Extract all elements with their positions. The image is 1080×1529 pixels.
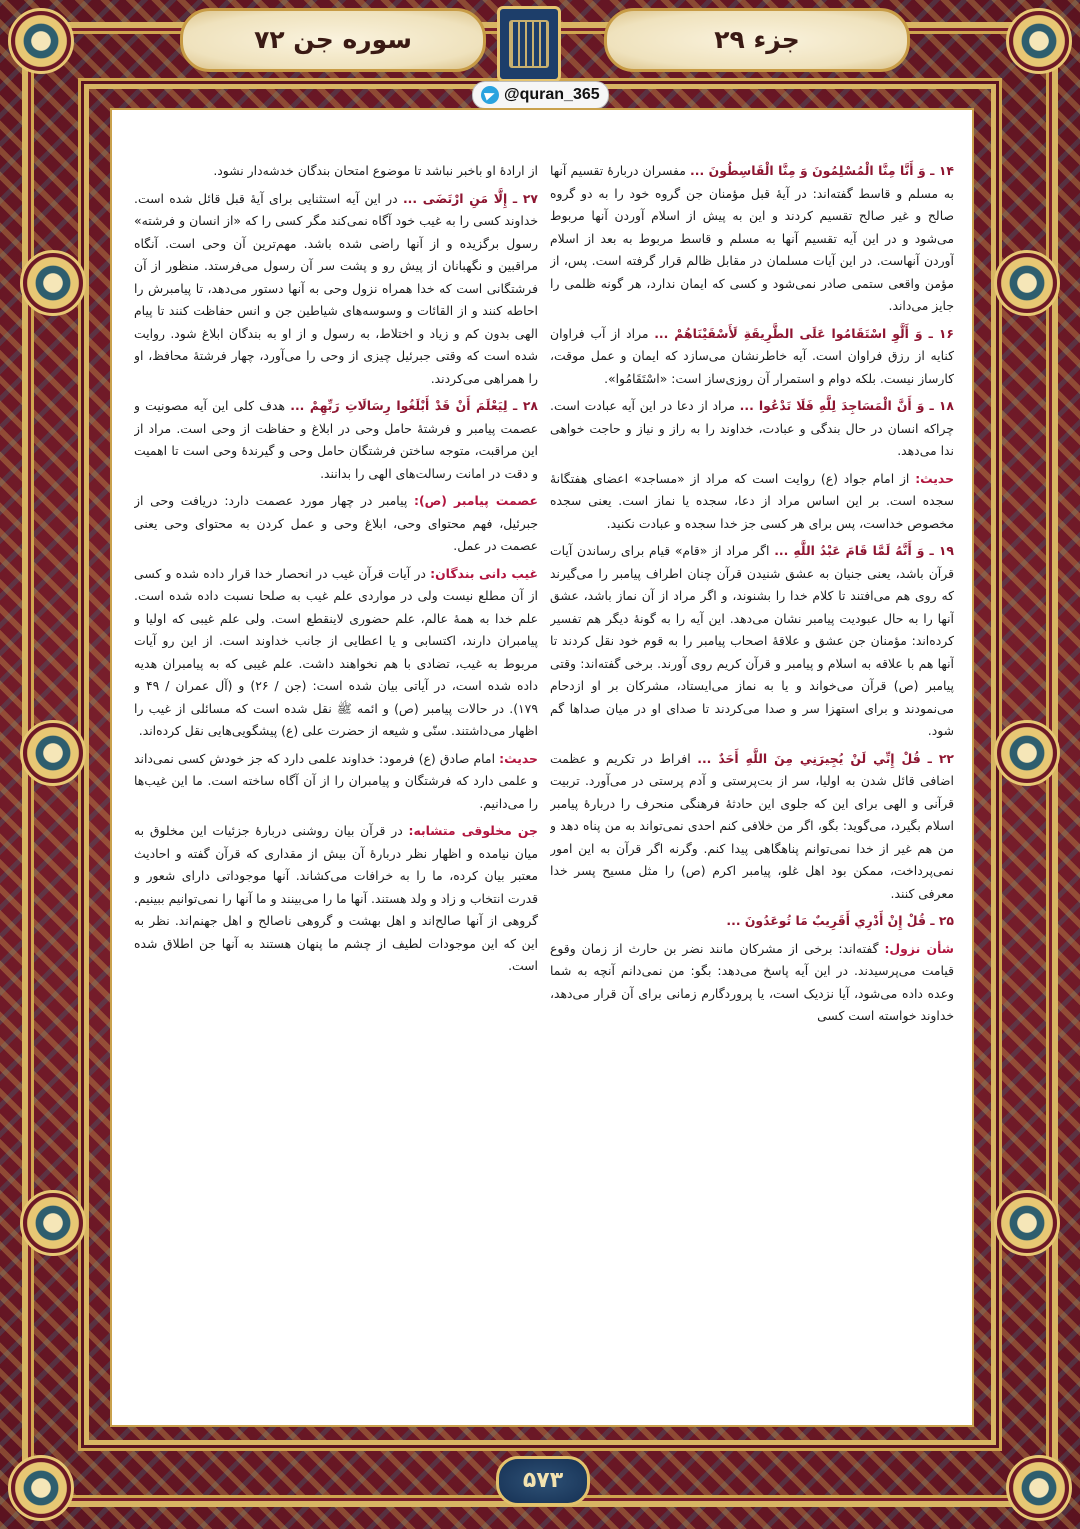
corner-medallion-icon <box>1006 1455 1072 1521</box>
corner-medallion-icon <box>8 1455 74 1521</box>
page-number: ۵۷۳ <box>522 1468 564 1493</box>
side-medallion-icon <box>20 250 86 316</box>
verse-heading: ۱۶ ـ وَ أَلَّوِ اسْتَقَامُوا عَلَى الطَّرِيقَةِ لَأَسْقَيْنَاهُمْ ... <box>654 325 954 341</box>
page-number-badge <box>496 1456 590 1506</box>
section-label: حدیث: <box>499 750 538 766</box>
section-label: غیب دانی بندگان: <box>430 565 538 581</box>
commentary-paragraph <box>550 323 954 391</box>
commentary-text: مراد از آب فراوان کنایه از رزق فراوان است. آیه خاطرنشان می‌سازد که ایمان و عمل موقت، کارساز نیست. بلکه دوام و استمرار آن روزی‌ساز است: «اسْتَقَامُوا». <box>550 325 954 386</box>
commentary-paragraph <box>550 938 954 1028</box>
content-panel <box>110 108 974 1427</box>
section-label: حدیث: <box>915 470 954 486</box>
verse-heading: ۲۸ ـ لِيَعْلَمَ أَنْ قَدْ أَبْلَغُوا رِسَالَاتِ رَبِّهِمْ ... <box>290 398 538 413</box>
side-medallion-icon <box>20 720 86 786</box>
verse-heading: ۲۵ ـ قُلْ إِنْ أَدْرِي أَقَرِيبٌ مَا تُوعَدُونَ ... <box>726 913 954 928</box>
verse-heading: ۱۹ ـ وَ أَنَّهُ لَمَّا قَامَ عَبْدُ اللَّهِ ... <box>774 543 954 558</box>
commentary-text: هدف کلی این آیه مصونیت و عصمت پیامبر و فرشتهٔ حامل وحی در ابلاغ و حفاظت از وحی است. مراد از این مراقبت، متوجه ساختن فرشتگان حامل وحی و گیرندهٔ وحی است تا اهمیت و دقت در امانت رسالت‌های الهی را بدانند. <box>134 398 538 481</box>
commentary-paragraph <box>134 160 538 183</box>
quran-calligraphy-logo-icon <box>497 6 561 82</box>
surah-title-plate <box>180 8 486 72</box>
side-medallion-icon <box>20 1190 86 1256</box>
section-label: شأن نزول: <box>884 940 954 956</box>
commentary-paragraph <box>134 395 538 485</box>
commentary-text: افراط در تکریم و عظمت اضافی قائل شدن به اولیا، سر از بت‌پرستی و آدم پرستی در می‌آورد. تربیت قرآنی و الهی برای این که جلوی این حادثهٔ فرهنگی منحرف را دربارهٔ پیامبر اسلام بگیرد، می‌گوید: بگو، اگر من خلافی کنم احدی نمی‌تواند به من پناه دهد و من هم غیر از خدا نمی‌توانم پناهگاهی پیدا کنم. وگرنه اگر قرآن به این امور نمی‌پرداخت، ممکن بود اهل غلو، پیامبر اکرم (ص) را مثل مسیح پسر خدا معرفی کنند. <box>550 750 954 901</box>
commentary-paragraph <box>550 468 954 536</box>
commentary-text: اگر مراد از «قام» قیام برای رساندن آیات قرآن باشد، یعنی جنیان به عشق شنیدن قرآن چنان اطراف پیامبر را می‌گیرند که روی هم می‌افتند تا کلام خدا را بشنوند، و اگر مراد از آن نماز باشد، عشق آنها را به حال عبودیت پیامبر نشان می‌دهد. این آیه را به گونهٔ دیگر هم تفسیر کرده‌اند: مؤمنان جن عشق و علاقهٔ اصحاب پیامبر را به قوم خود نقل کردند تا آنها هم با علاقه به اسلام و پیامبر و قرآن کریم روی آورند. برخی گفته‌اند: وقتی پیامبر (ص) قرآن می‌خواند و یا به نماز می‌ایستاد، مشرکان بر او ازدحام می‌نمودند و برای استهزا سر و صدا می‌کردند تا صدای او در میان صداها گم شود. <box>550 543 954 738</box>
channel-handle-badge[interactable] <box>472 81 609 109</box>
commentary-text: در قرآن بیان روشنی دربارهٔ جزئیات این مخلوق به میان نیامده و اظهار نظر دربارهٔ آن بیش از مقداری که قرآن گفته و احادیث معتبر بیان کرده، ما را به خرافات می‌کشاند. آنها موجوداتی دارای شعور و قدرت انتخاب و زاد و ولد هستند. آنها ما را می‌بینند و ما آنها را نمی‌توانیم ببینیم. گروهی از آنها صالح‌اند و اهل بهشت و گروهی ناصالح و اهل جهنم‌اند. نظر به این که این موجودات لطیف از چشم ما پنهان هستند به آنها جن اطلاق شده است. <box>134 823 538 973</box>
side-medallion-icon <box>994 1190 1060 1256</box>
section-label: جن مخلوقی متشابه: <box>408 823 538 838</box>
corner-medallion-icon <box>1006 8 1072 74</box>
corner-medallion-icon <box>8 8 74 74</box>
commentary-text: در آیات قرآن غیب در انحصار خدا قرار داده شده و کسی از آن مطلع نیست ولی در مواردی علم غیب به صلحا نسبت داده شده است. علم خدا به همهٔ عالم، علم حضوری لاینقطع است. ولی علم غیبی که اولیا و پیامبران دارند، اکتسابی و یا اعطایی از جانب خداوند است. از این رو آیات مربوط به غیب، تضادی با هم نخواهند داشت. علم غیبی که به پیامبران هدیه داده شده است، در آیاتی بیان شده است: (جن / ۲۶) و (آل عمران / ۴۹ و ۱۷۹). در حالات پیامبر (ص) و ائمه ﷺ نقل شده است که مسائلی از غیب را اظهار می‌داشتند. سنّی و شیعه از حضرت علی (ع) پیشگویی‌هایی نقل کرده‌اند. <box>134 565 538 738</box>
side-medallion-icon <box>994 720 1060 786</box>
surah-title: سوره جن ۷۲ <box>254 25 412 54</box>
commentary-paragraph <box>134 188 538 391</box>
commentary-text: امام صادق (ع) فرمود: خداوند علمی دارد که جز خودش کسی نمی‌داند و علمی دارد که فرشتگان و پیامبران را از آن آگاه ساخته است. ما این غیب‌ها را می‌دانیم. <box>134 750 538 811</box>
verse-heading: ۲۷ ـ إِلَّا مَنِ ارْتَضَى ... <box>402 190 538 206</box>
section-label: عصمت پیامبر (ص): <box>413 493 538 508</box>
right-column <box>550 160 954 1410</box>
juz-title-plate <box>604 8 910 72</box>
commentary-paragraph <box>550 748 954 906</box>
channel-handle-text: @quran_365 <box>504 86 600 103</box>
commentary-text: در این آیه استثنایی برای آیهٔ قبل قائل شده است. خداوند کسی را به غیب خود آگاه نمی‌کند مگر کسی را که «از انسان و فرشته» رسول برگزیده و از آنها راضی شده باشد. مهم‌ترین آن وحی است. آنگاه مراقبین و نگهبانان از پیش رو و پشت سر آن رسول می‌فرستد. منظور از آن فرشتگانی است که خدا همراه نزول وحی به آنها دستور می‌دهد، تا پیامبرش را احاطه کنند و از القائات و وسوسه‌های شیاطین جن و انس حفاظت کنند تا پیام الهی بدون کم و زیاد و اختلاط، به رسول و از او به بندگان ابلاغ شود. روایت شده است که وقتی جبرئیل چیزی از وحی را می‌آورد، چهار فرشتهٔ محافظ، او را همراهی می‌کردند. <box>134 190 538 386</box>
commentary-text: مراد از دعا در این آیه عبادت است. چراکه انسان در حال بندگی و عبادت، خداوند را به راز و نیاز و حاجت خواهی ندا می‌دهد. <box>550 398 954 458</box>
commentary-paragraph <box>550 540 954 743</box>
verse-heading: ۲۲ ـ قُلْ إِنِّي لَنْ يُجِيرَنِي مِنَ اللَّهِ أَحَدٌ ... <box>697 750 954 766</box>
side-medallion-icon <box>994 250 1060 316</box>
commentary-text: از امام جواد (ع) روایت است که مراد از «مساجد» اعضای هفتگانهٔ سجده است. بر این اساس مراد از دعا، سجده یا نماز است. یعنی سجده مخصوص خداست، پس برای هر کسی جز خدا سجده و عبادت نکنید. <box>550 470 954 531</box>
verse-heading: ۱۴ ـ وَ أَنَّا مِنَّا الْمُسْلِمُونَ وَ مِنَّا الْقَاسِطُونَ ... <box>690 163 954 178</box>
commentary-paragraph <box>134 748 538 816</box>
commentary-paragraph <box>134 490 538 558</box>
commentary-text: پیامبر در چهار مورد عصمت دارد: دریافت وحی از جبرئیل، فهم محتوای وحی، ابلاغ وحی و عمل کردن به محتوای وحی یعنی عصمت در عمل. <box>134 493 538 553</box>
commentary-paragraph <box>550 910 954 933</box>
juz-title: جزء ۲۹ <box>714 25 800 54</box>
commentary-text: مفسران دربارهٔ تقسیم آنها به مسلم و قاسط گفته‌اند: در آیهٔ قبل مؤمنان جن گروه خود را به دو گروه صالح و غیر صالح تقسیم کردند و این به پیش از اسلام آوردن آنها مربوط می‌شود و در این آیه تقسیم آنها به مسلم و قاسط مربوط به بعد از اسلام آوردن آنهاست. در این آیات مسلمان در مقابل ظالم قرار گرفته است. پس، از مؤمن واقعی ستمی صادر نمی‌شود و کسی که ایمان ندارد، هر گونه ظلمی را جایز می‌داند. <box>550 163 954 313</box>
commentary-paragraph <box>134 563 538 743</box>
verse-heading: ۱۸ ـ وَ أَنَّ الْمَسَاجِدَ لِلَّهِ فَلَا تَدْعُوا ... <box>739 398 954 413</box>
commentary-text: از ارادهٔ او باخبر نباشد تا موضوع امتحان بندگان خدشه‌دار نشود. <box>213 163 538 178</box>
telegram-icon <box>481 86 499 104</box>
commentary-paragraph <box>134 820 538 978</box>
commentary-paragraph <box>550 160 954 318</box>
left-column <box>134 160 538 1410</box>
commentary-text: گفته‌اند: برخی از مشرکان مانند نضر بن حارث از زمان وقوع قیامت می‌پرسیدند. در این آیه پاسخ می‌دهد: بگو: من نمی‌دانم آنچه به شما وعده داده می‌شود، آیا نزدیک است، یا پروردگارم زمانی برای آن قرار می‌دهد، خداوند خواسته است کسی <box>550 940 954 1023</box>
commentary-paragraph <box>550 395 954 463</box>
